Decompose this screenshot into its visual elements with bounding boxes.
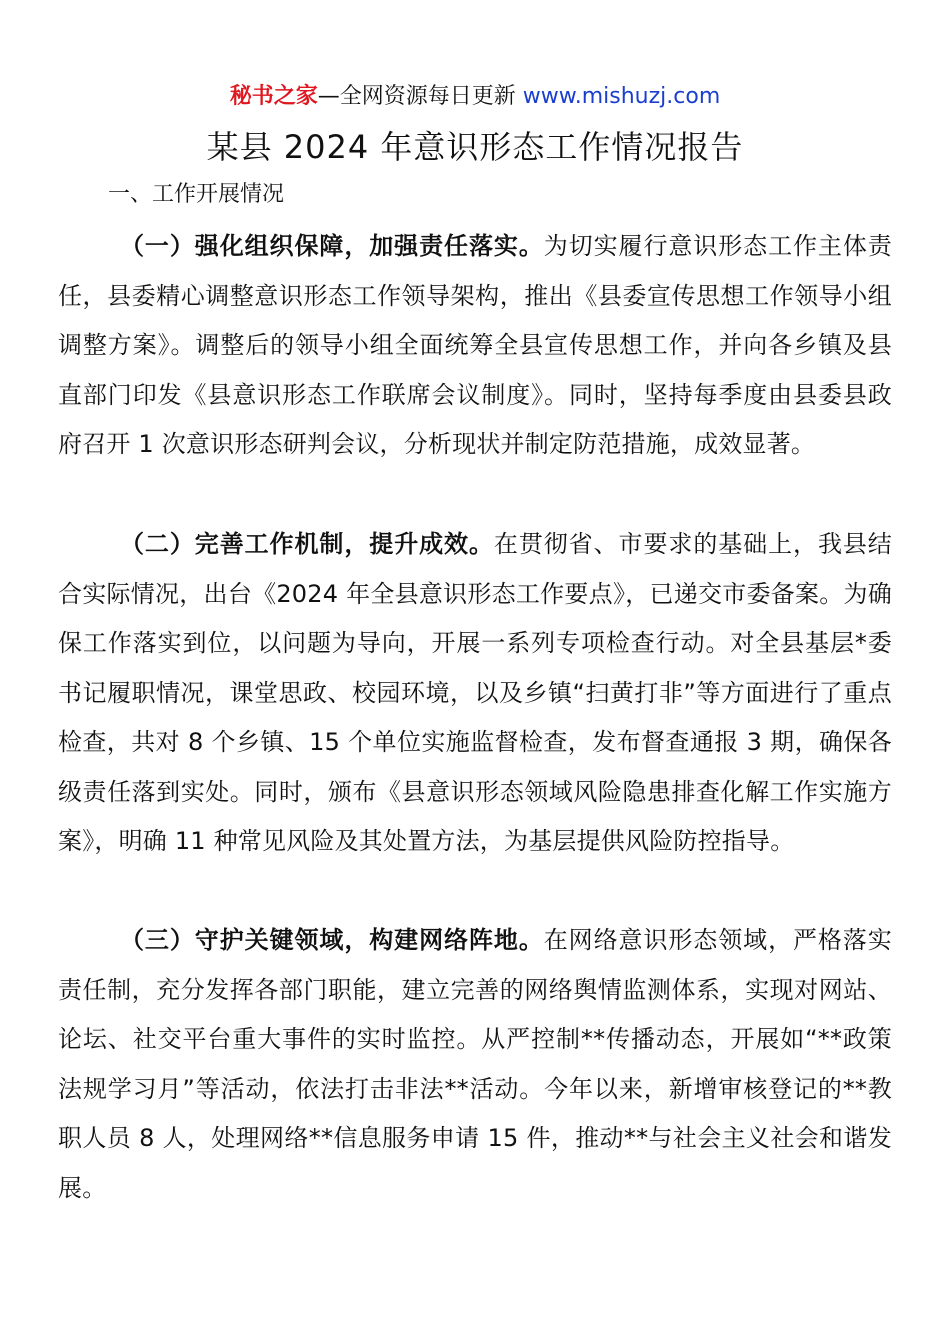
paragraph-3-body: 在网络意识形态领域，严格落实责任制，充分发挥各部门职能，建立完善的网络舆情监测体系，实现对网站、论坛、社交平台重大事件的实时监控。从严控制**传播动态，开展如“**政策法规学习月”等活动，依法打击非法**活动。今年以来，新增审核登记的**教职人员 8 人，处理网络**信息服务申请 15 件，推动**与社会主义社会和谐发展。 xyxy=(58,926,892,1202)
section-heading: 一、工作开展情况 xyxy=(108,182,285,207)
paragraph-3-lead: （三）守护关键领域，构建网络阵地。 xyxy=(120,926,544,954)
paragraph-3 xyxy=(58,916,892,1213)
site-tagline: —全网资源每日更新 xyxy=(317,84,523,109)
paragraph-1-body: 为切实履行意识形态工作主体责任，县委精心调整意识形态工作领导架构，推出《县委宣传思想工作领导小组调整方案》。调整后的领导小组全面统筹全县宣传思想工作，并向各乡镇及县直部门印发《县意识形态工作联席会议制度》。同时，坚持每季度由县委县政府召开 1 次意识形态研判会议，分析现状并制定防范措施，成效显著。 xyxy=(58,232,892,458)
paragraph-1 xyxy=(58,222,892,470)
paragraph-2-lead: （二）完善工作机制，提升成效。 xyxy=(120,530,494,558)
paragraph-1-lead: （一）强化组织保障，加强责任落实。 xyxy=(120,232,544,260)
site-brand: 秘书之家 xyxy=(229,84,318,109)
site-url-link[interactable]: www.mishuzj.com xyxy=(522,84,721,109)
document-title: 某县 2024 年意识形态工作情况报告 xyxy=(206,128,744,166)
paragraph-2 xyxy=(58,520,892,867)
paragraph-2-body: 在贯彻省、市要求的基础上，我县结合实际情况，出台《2024 年全县意识形态工作要点》，已递交市委备案。为确保工作落实到位，以问题为导向，开展一系列专项检查行动。对全县基层*委书记履职情况，课堂思政、校园环境，以及乡镇“扫黄打非”等方面进行了重点检查，共对 8 个乡镇、15 个单位实施监督检查，发布督查通报 3 期，确保各级责任落到实处。同时，颁布《县意识形态领域风险隐患排查化解工作实施方案》，明确 11 种常见风险及其处置方法，为基层提供风险防控指导。 xyxy=(58,530,893,855)
site-header xyxy=(0,82,950,112)
